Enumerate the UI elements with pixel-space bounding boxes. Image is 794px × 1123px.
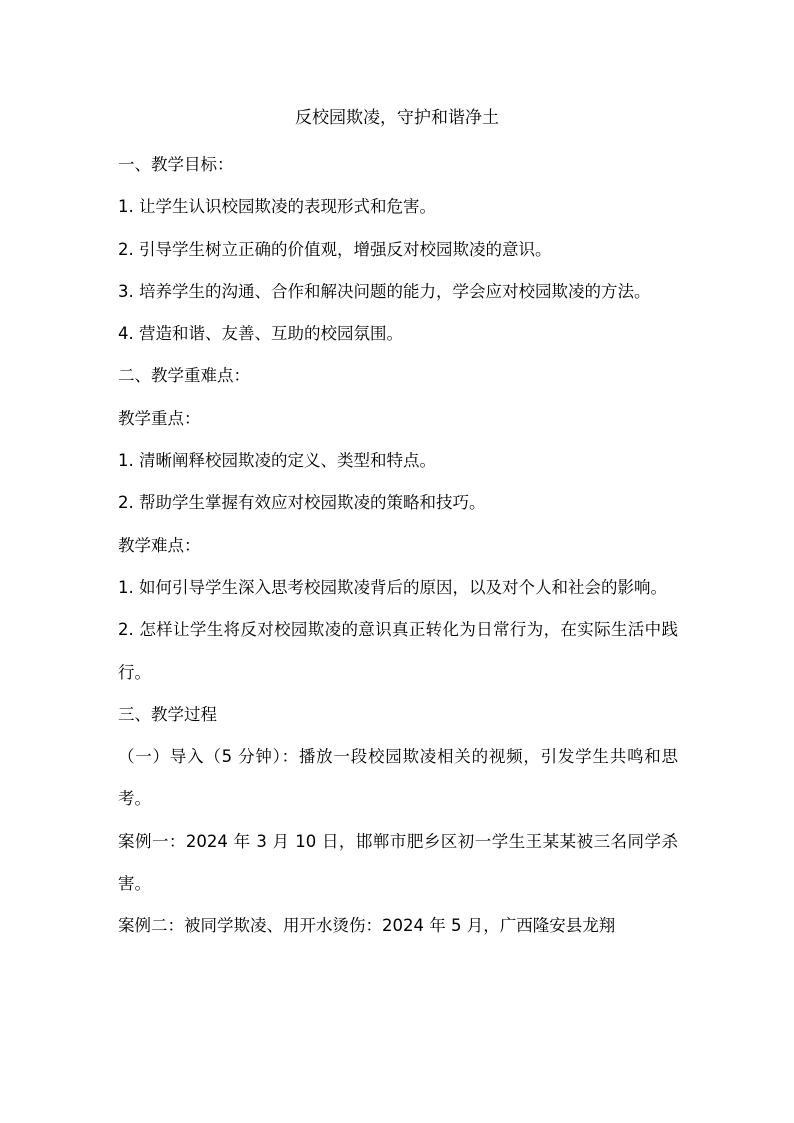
objective-item: 2. 引导学生树立正确的价值观，增强反对校园欺凌的意识。 [118,239,552,259]
subheading-focus: 教学重点： [118,408,201,428]
case-paragraph: 案例一：2024 年 3 月 10 日，邯郸市肥乡区初一学生王某某被三名同学杀害。 [118,831,678,894]
section-heading-process: 三、教学过程 [118,704,217,724]
focus-item: 2. 帮助学生掌握有效应对校园欺凌的策略和技巧。 [118,493,486,513]
focus-item: 1. 清晰阐释校园欺凌的定义、类型和特点。 [118,451,436,471]
document-body [118,144,678,948]
document-title: 反校园欺凌，守护和谐净土 [295,108,499,128]
section-heading-objectives: 一、教学目标： [118,155,234,174]
case-paragraph: 案例二：被同学欺凌、用开水烫伤：2024 年 5 月，广西隆安县龙翔 [118,916,616,936]
subheading-difficulty: 教学难点： [118,535,201,555]
objective-item: 1. 让学生认识校园欺凌的表现形式和危害。 [118,197,436,217]
section-heading-key-points: 二、教学重难点： [118,366,250,386]
objective-item: 3. 培养学生的沟通、合作和解决问题的能力，学会应对校园欺凌的方法。 [118,281,651,301]
difficulty-item: 2. 怎样让学生将反对校园欺凌的意识真正转化为日常行为，在实际生活中践行。 [118,620,678,682]
difficulty-item: 1. 如何引导学生深入思考校园欺凌背后的原因，以及对个人和社会的影响。 [118,577,667,597]
objective-item: 4. 营造和谐、友善、互助的校园氛围。 [118,324,403,344]
process-step: （一）导入（5 分钟）：播放一段校园欺凌相关的视频，引发学生共鸣和思考。 [118,747,678,809]
